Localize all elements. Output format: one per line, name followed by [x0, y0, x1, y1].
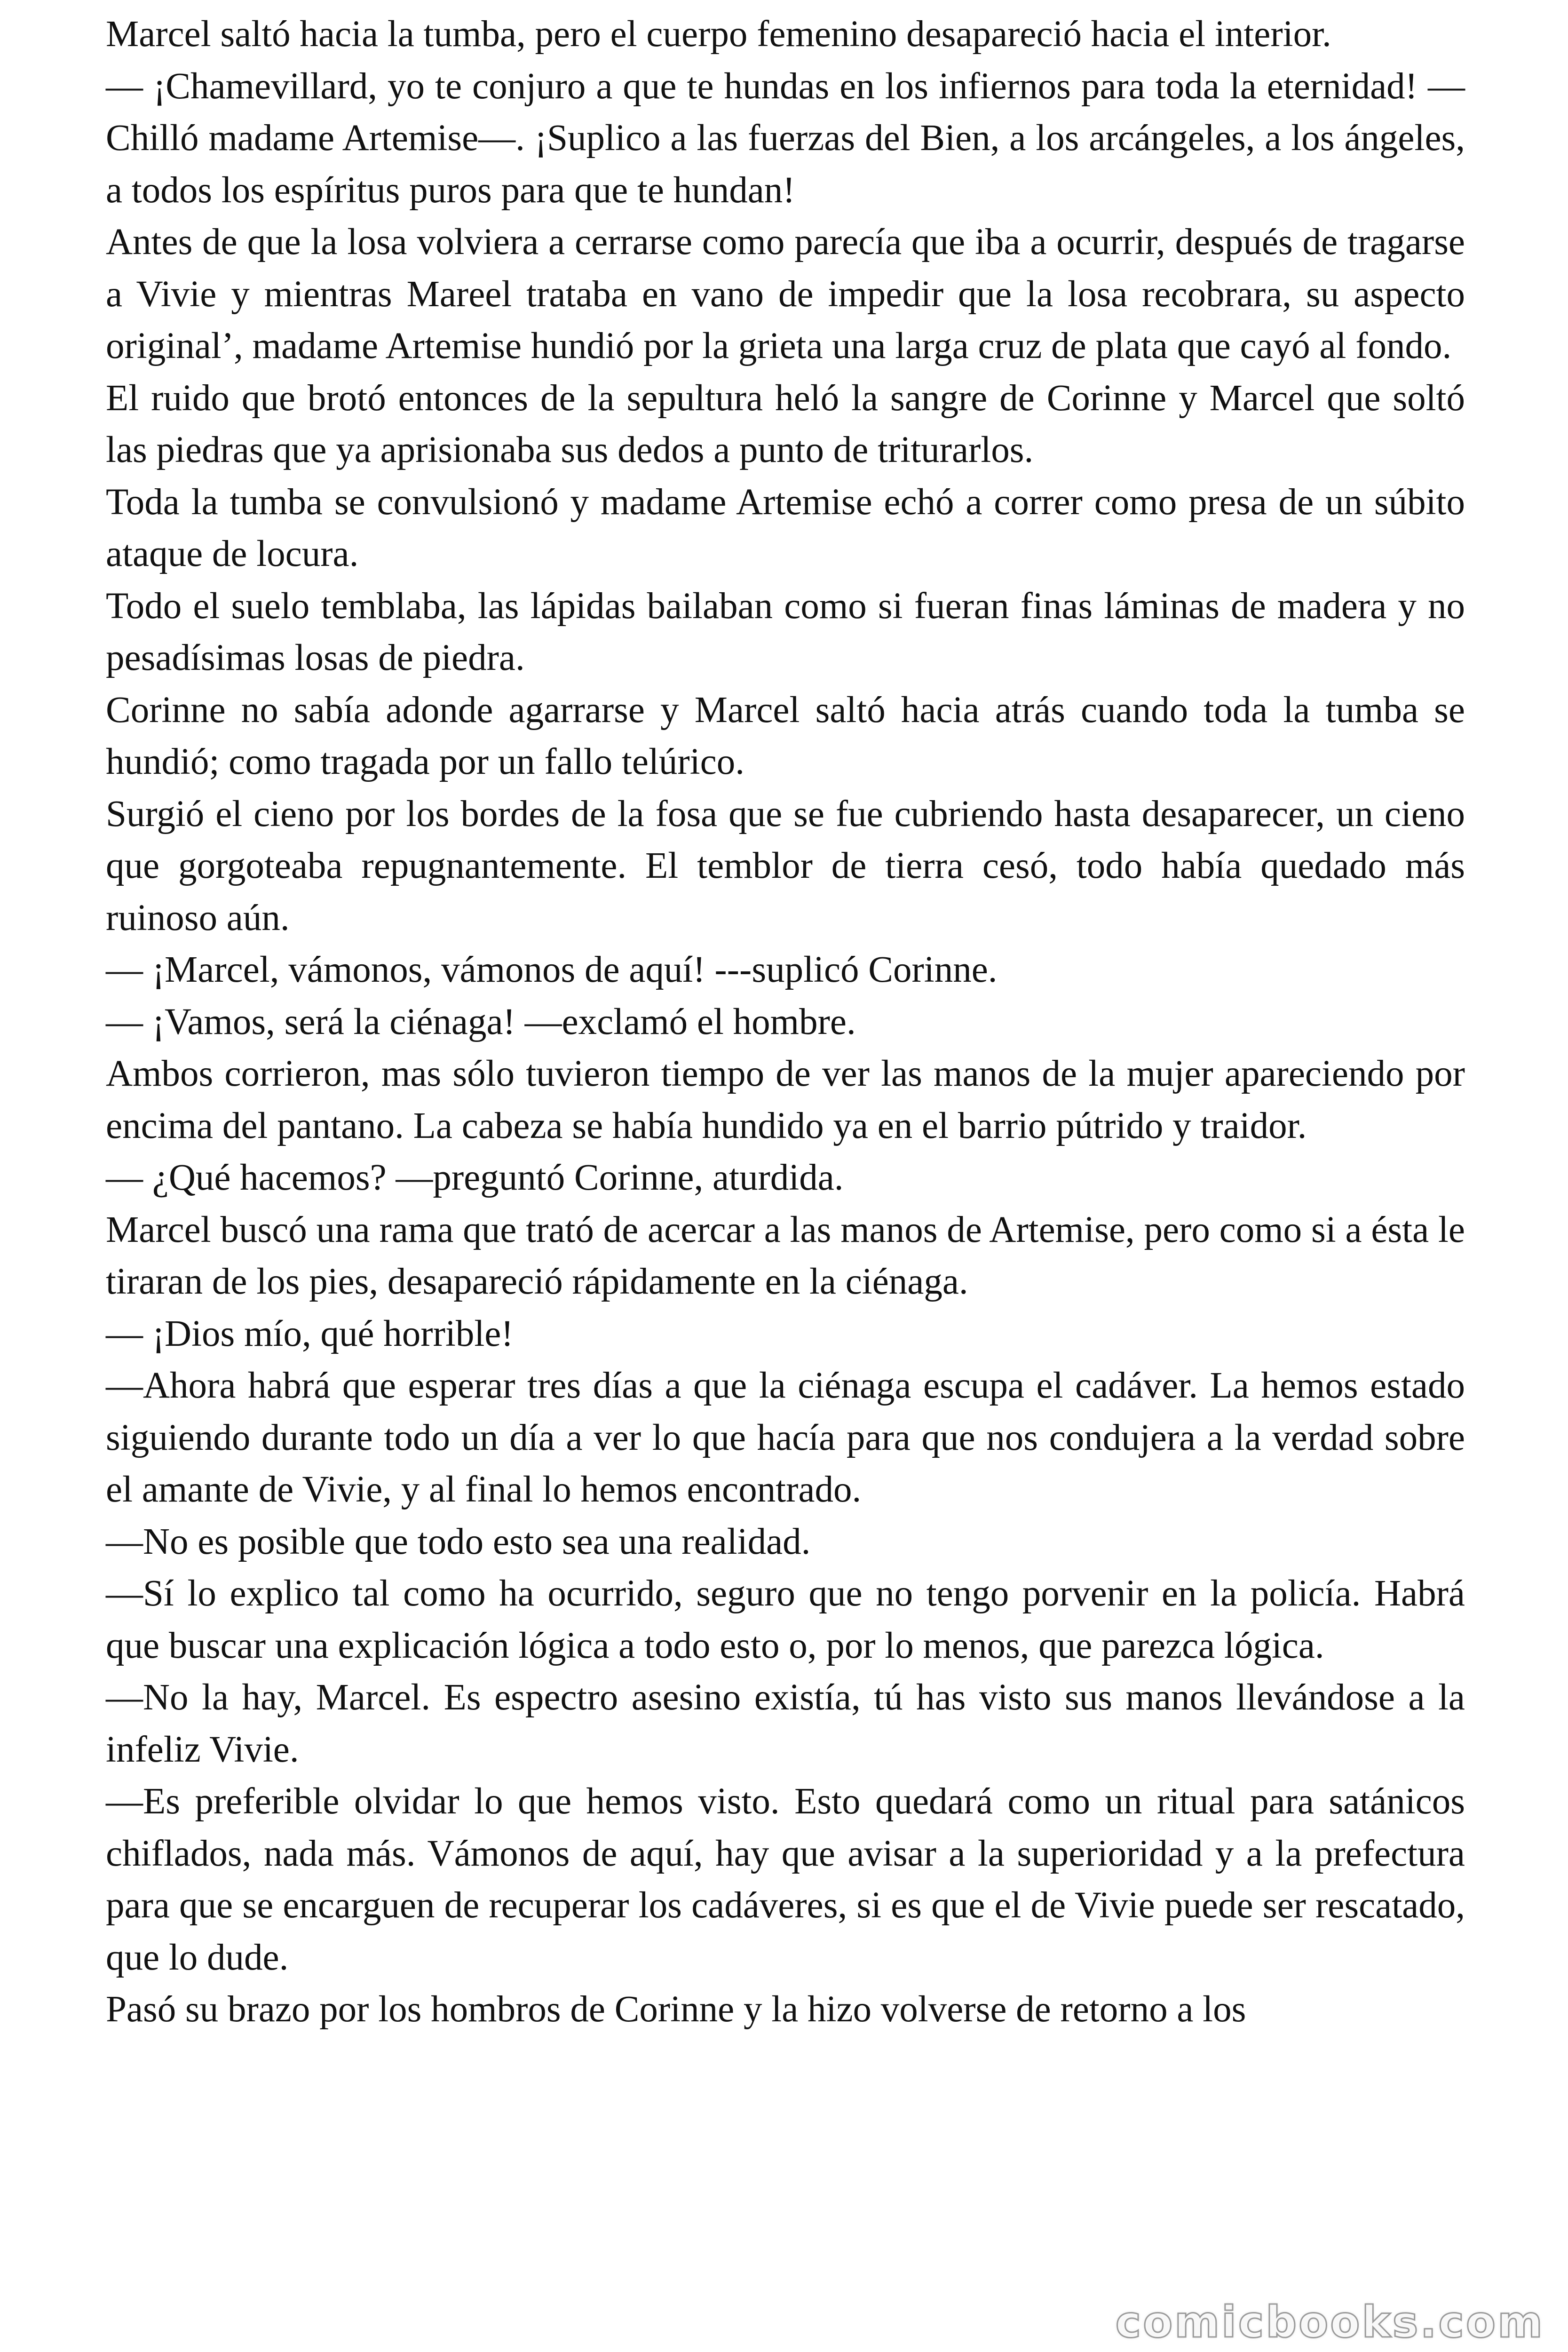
paragraph: — ¡Vamos, será la ciénaga! —exclamó el hombre. — [106, 1001, 856, 1042]
paragraph: —Es preferible olvidar lo que hemos visto. Esto quedará como un ritual para satánicos chiflados, nada más. Vámonos de aquí, hay que avisar a la superioridad y a la prefectura para que se encarguen de recuperar los cadáveres, si es que el de Vivie puede ser rescatado, que lo dude. — [106, 1781, 1465, 1978]
paragraph: Todo el suelo temblaba, las lápidas bailaban como si fueran finas láminas de madera y no pesadísimas losas de piedra. — [106, 585, 1465, 678]
paragraph: — ¡Marcel, vámonos, vámonos de aquí! ---suplicó Corinne. — [106, 949, 998, 990]
paragraph: Antes de que la losa volviera a cerrarse como parecía que iba a ocurrir, después de tragarse a Vivie y mientras Mareel trataba en vano de impedir que la losa recobrara, su aspecto original’, madame Artemise hundió por la grieta una larga cruz de plata que cayó al fondo. — [106, 222, 1465, 366]
paragraph: El ruido que brotó entonces de la sepultura heló la sangre de Corinne y Marcel que soltó las piedras que ya aprisionaba sus dedos a punto de triturarlos. — [106, 377, 1465, 470]
paragraph: — ¡Chamevillard, yo te conjuro a que te hundas en los infiernos para toda la eternidad! —Chilló madame Artemise—. ¡Suplico a las fuerzas del Bien, a los arcángeles, a los ángeles, a todos los espíritus puros para que te hundan! — [106, 65, 1465, 211]
paragraph: Ambos corrieron, mas sólo tuvieron tiempo de ver las manos de la mujer apareciendo por encima del pantano. La cabeza se había hundido ya en el barrio pútrido y traidor. — [106, 1053, 1465, 1146]
paragraph: Marcel buscó una rama que trató de acercar a las manos de Artemise, pero como si a ésta le tiraran de los pies, desapareció rápidamente en la ciénaga. — [106, 1209, 1465, 1302]
paragraph: Surgió el cieno por los bordes de la fosa que se fue cubriendo hasta desaparecer, un cieno que gorgoteaba repugnantemente. El temblor de tierra cesó, todo había quedado más ruinoso aún. — [106, 793, 1465, 938]
paragraph: —No es posible que todo esto sea una realidad. — [106, 1521, 811, 1562]
document-body — [106, 8, 1465, 2036]
paragraph: —Sí lo explico tal como ha ocurrido, seguro que no tengo porvenir en la policía. Habrá que buscar una explicación lógica a todo esto o, por lo menos, que parezca lógica. — [106, 1573, 1465, 1666]
paragraph: — ¿Qué hacemos? —preguntó Corinne, aturdida. — [106, 1157, 844, 1198]
paragraph: Marcel saltó hacia la tumba, pero el cuerpo femenino desapareció hacia el interior. — [106, 14, 1331, 55]
watermark-logo: comicbooks.com — [1115, 2297, 1544, 2347]
paragraph: —No la hay, Marcel. Es espectro asesino existía, tú has visto sus manos llevándose a la infeliz Vivie. — [106, 1677, 1465, 1770]
paragraph: —Ahora habrá que esperar tres días a que la ciénaga escupa el cadáver. La hemos estado siguiendo durante todo un día a ver lo que hacía para que nos condujera a la verdad sobre el amante de Vivie, y al final lo hemos encontrado. — [106, 1365, 1465, 1510]
paragraph: Pasó su brazo por los hombros de Corinne y la hizo volverse de retorno a los — [106, 1989, 1246, 2030]
paragraph: Corinne no sabía adonde agarrarse y Marcel saltó hacia atrás cuando toda la tumba se hundió; como tragada por un fallo telúrico. — [106, 689, 1465, 782]
paragraph: — ¡Dios mío, qué horrible! — [106, 1313, 514, 1354]
paragraph: Toda la tumba se convulsionó y madame Artemise echó a correr como presa de un súbito ataque de locura. — [106, 481, 1465, 574]
